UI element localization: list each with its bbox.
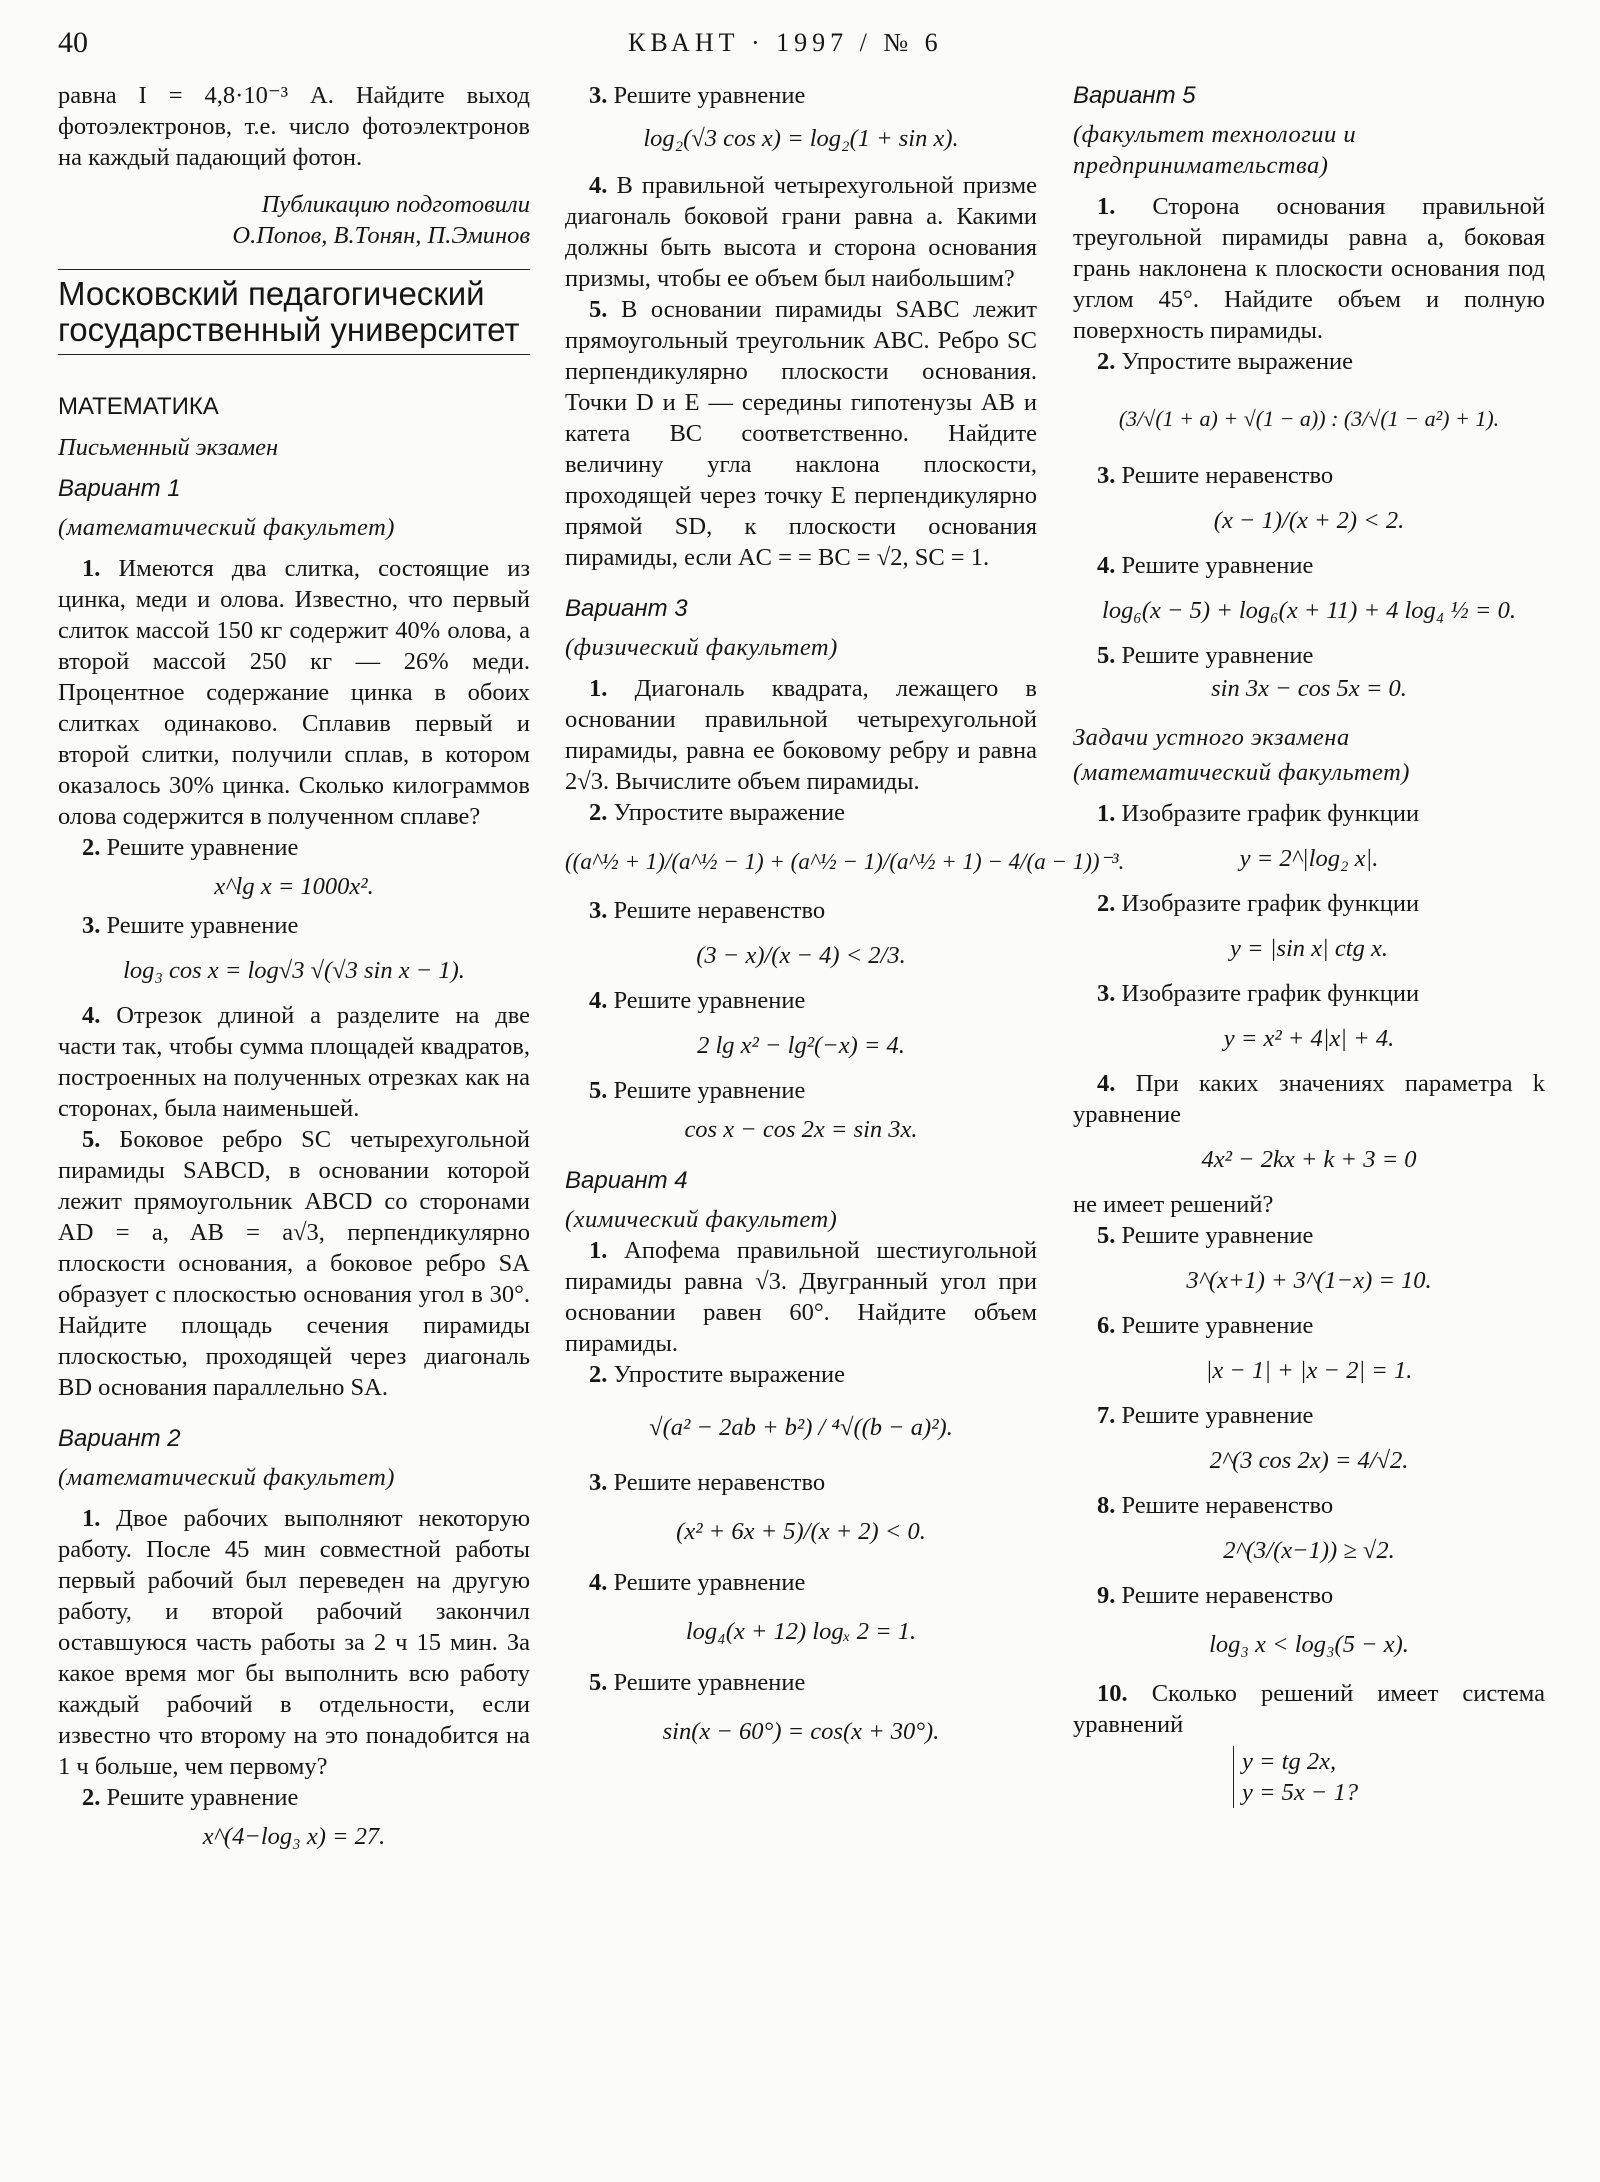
problem-number: 8. (1097, 1492, 1116, 1519)
problem (1073, 1580, 1545, 1611)
problem-text: В основании пирамиды SABC лежит прямоугольный треугольник ABC. Ребро SC перпендикулярно плоскости основания. Точки D и E — середины гипотенузы AB и катета BC соответственно. Найдите величину угла наклона плоскости, проходящей через точку E перпендикулярно прямой SD, к плоскости основания пирамиды, если AC = = BC = √2, SC = 1. (565, 296, 1037, 571)
problem-text: Сторона основания правильной треугольной пирамиды равна a, боковая грань наклонена к плоскости основания под углом 45°. Найдите объем и полную поверхность пирамиды. (1073, 193, 1545, 344)
problem (58, 832, 530, 863)
problem-number: 1. (1097, 800, 1116, 827)
problem-number: 2. (82, 1784, 101, 1811)
problem-number: 4. (1097, 552, 1116, 579)
problem-number: 2. (589, 799, 608, 826)
variant-title: Вариант 5 (1073, 82, 1196, 109)
problem-text: Решите уравнение (106, 912, 299, 939)
formula: x^(4−log₃ x) = 27. (202, 1823, 386, 1850)
problem-number: 3. (589, 82, 608, 109)
problem-text: Изобразите график функции (1121, 800, 1420, 827)
problem-text: Упростите выражение (1121, 348, 1354, 375)
faculty-label: (физический факультет) (565, 634, 838, 661)
problem-number: 7. (1097, 1402, 1116, 1429)
problem-text: Диагональ квадрата, лежащего в основании правильной четырехугольной пирамиды, равна ее боковому ребру и равна 2√3. Вычислите объем пирамиды. (565, 675, 1037, 795)
problem-text: В правильной четырехугольной призме диагональ боковой грани равна a. Какими должны быть высота и сторона основания призмы, чтобы ее объем был наибольшим? (565, 172, 1038, 292)
formula: log₂(√3 cos x) = log₂(1 + sin x). (643, 125, 959, 152)
intro-text: равна I = 4,8·10⁻³ А. Найдите выход фотоэлектронов, т.е. число фотоэлектронов на каждый падающий фотон. (58, 82, 530, 171)
problem (1073, 1068, 1545, 1130)
problem (1073, 798, 1545, 829)
problem-text: Отрезок длиной a разделите на две части так, чтобы сумма площадей квадратов, построенных на полученных отрезках как на сторонах, была наименьшей. (58, 1002, 531, 1122)
problem-text: Решите неравенство (1121, 462, 1334, 489)
formula: |x − 1| + |x − 2| = 1. (1205, 1357, 1413, 1384)
problem-text: Боковое ребро SC четырехугольной пирамиды SABCD, в основании которой лежит прямоугольник ABCD со сторонами AD = a, AB = a√3, перпендикулярно плоскости основания, а боковое ребро SA образует с плоскостью основания угол в 30°. Найдите площадь сечения пирамиды плоскостью, проходящей через диагональ BD основания параллельно SA. (58, 1126, 531, 1401)
problem-number: 5. (589, 296, 608, 323)
formula: y = x² + 4|x| + 4. (1223, 1025, 1395, 1052)
problem (565, 1667, 1037, 1698)
formula: (3 − x)/(x − 4) < 2/3. (696, 942, 906, 969)
problem-text: Изобразите график функции (1121, 890, 1420, 917)
problem (58, 1782, 530, 1813)
problem-text: Сколько решений имеет система уравнений (1073, 1680, 1546, 1738)
formula: ((a^½ + 1)/(a^½ − 1) + (a^½ − 1)/(a^½ + 1) − 4/(a − 1))⁻³. (565, 849, 1125, 874)
variant-title: Вариант 3 (565, 595, 688, 622)
faculty-label: (химический факультет) (565, 1206, 838, 1233)
problem-text: Решите уравнение (613, 987, 806, 1014)
problem (565, 170, 1037, 294)
problem-number: 1. (82, 555, 101, 582)
faculty-label: (математический факультет) (1073, 759, 1410, 786)
problem (565, 1075, 1037, 1106)
problem (58, 1000, 530, 1124)
problem-text: Решите неравенство (1121, 1582, 1334, 1609)
problem (565, 1235, 1037, 1359)
problem (565, 673, 1037, 797)
problem (1073, 1220, 1545, 1251)
formula: log₄(x + 12) logₓ 2 = 1. (685, 1618, 917, 1645)
problem-number: 2. (82, 834, 101, 861)
page-header (58, 26, 1548, 66)
problem-text: Решите уравнение (613, 1569, 806, 1596)
problem (565, 1359, 1037, 1390)
problem (58, 910, 530, 941)
credit-line-2: О.Попов, В.Тонян, П.Эминов (232, 222, 530, 249)
system-of-equations (1233, 1746, 1545, 1808)
problem-number: 5. (589, 1669, 608, 1696)
page-number: 40 (58, 26, 88, 59)
subject-heading: МАТЕМАТИКА (58, 393, 219, 420)
problem (1073, 550, 1545, 581)
formula: 2^(3 cos 2x) = 4/√2. (1209, 1447, 1409, 1474)
problem (1073, 1310, 1545, 1341)
problem-number: 2. (589, 1361, 608, 1388)
column-3 (1073, 80, 1545, 1808)
column-1 (58, 80, 530, 1860)
problem-number: 5. (82, 1126, 101, 1153)
problem (1073, 1400, 1545, 1431)
problem-number: 6. (1097, 1312, 1116, 1339)
exam-type: Письменный экзамен (58, 434, 279, 461)
problem-text: Упростите выражение (613, 1361, 846, 1388)
problem-number: 3. (589, 897, 608, 924)
problem-text: Решите уравнение (1121, 1222, 1314, 1249)
problem (1073, 1678, 1545, 1740)
problem-number: 1. (82, 1505, 101, 1532)
problem-number: 1. (589, 1237, 608, 1264)
formula: log₃ x < log₃(5 − x). (1209, 1631, 1409, 1658)
problem-number: 5. (589, 1077, 608, 1104)
formula: y = tg 2x, (1242, 1748, 1337, 1775)
problem-text: Решите неравенство (613, 1469, 826, 1496)
problem-number: 4. (589, 1569, 608, 1596)
formula: x^lg x = 1000x². (214, 873, 374, 900)
problem (1073, 978, 1545, 1009)
divider (58, 354, 530, 355)
running-title: КВАНТ · 1997 / № 6 (628, 28, 943, 57)
problem-text: Решите неравенство (1121, 1492, 1334, 1519)
problem-number: 9. (1097, 1582, 1116, 1609)
problem (58, 553, 530, 832)
problem-number: 3. (1097, 462, 1116, 489)
problem (565, 895, 1037, 926)
formula: 4x² − 2kx + k + 3 = 0 (1201, 1146, 1417, 1173)
problem-number: 4. (82, 1002, 101, 1029)
formula: √(a² − 2ab + b²) / ⁴√((b − a)²). (649, 1414, 953, 1441)
problem-text: При каких значениях параметра k уравнение (1073, 1070, 1545, 1128)
problem (58, 1124, 530, 1403)
problem (565, 985, 1037, 1016)
problem-text: Решите уравнение (1121, 642, 1314, 669)
problem-number: 4. (1097, 1070, 1116, 1097)
problem (565, 797, 1037, 828)
faculty-label: (математический факультет) (58, 1464, 395, 1491)
formula: 3^(x+1) + 3^(1−x) = 10. (1186, 1267, 1432, 1294)
problem-text: не имеет решений? (1073, 1191, 1274, 1218)
formula: y = 2^|log₂ x|. (1239, 845, 1379, 872)
faculty-label: (факультет технологии и предпринимательства) (1073, 121, 1357, 179)
problem-number: 1. (589, 675, 608, 702)
problem (58, 1503, 530, 1782)
formula: 2 lg x² − lg²(−x) = 4. (697, 1032, 905, 1059)
problem-text: Решите уравнение (613, 1669, 806, 1696)
variant-title: Вариант 1 (58, 475, 181, 502)
divider (58, 269, 530, 270)
problem-number: 2. (1097, 348, 1116, 375)
problem-number: 3. (589, 1469, 608, 1496)
problem-text: Решите уравнение (1121, 552, 1314, 579)
problem (565, 1467, 1037, 1498)
problem-number: 3. (1097, 980, 1116, 1007)
problem-text: Упростите выражение (613, 799, 846, 826)
problem-number: 4. (589, 172, 608, 199)
formula: cos x − cos 2x = sin 3x. (684, 1116, 918, 1143)
problem-number: 5. (1097, 642, 1116, 669)
problem (1073, 1490, 1545, 1521)
formula: (x² + 6x + 5)/(x + 2) < 0. (676, 1518, 926, 1545)
problem (565, 294, 1037, 573)
credit-line-1: Публикацию подготовили (261, 191, 530, 218)
problem-text: Решите уравнение (613, 1077, 806, 1104)
formula: 2^(3/(x−1)) ≥ √2. (1223, 1537, 1395, 1564)
formula: (3/√(1 + a) + √(1 − a)) : (3/√(1 − a²) + 1). (1118, 406, 1500, 431)
problem-number: 3. (82, 912, 101, 939)
problem-text: Решите уравнение (1121, 1402, 1314, 1429)
formula: y = 5x − 1? (1242, 1779, 1359, 1806)
formula: sin(x − 60°) = cos(x + 30°). (662, 1718, 940, 1745)
problem-number: 4. (589, 987, 608, 1014)
problem (1073, 888, 1545, 919)
problem (1073, 346, 1545, 377)
problem-text: Решите уравнение (106, 834, 299, 861)
problem-text: Решите уравнение (613, 82, 806, 109)
variant-title: Вариант 4 (565, 1167, 688, 1194)
problem-text: Имеются два слитка, состоящие из цинка, меди и олова. Известно, что первый слиток массой 150 кг содержит 40% олова, а второй массой 250 кг — 26% меди. Процентное содержание цинка в обоих слитках одинаково. Сплавив первый и второй слитки, получили сплав, в котором оказалось 30% цинка. Сколько килограммов олова содержится в полученном сплаве? (58, 555, 530, 830)
problem (1073, 640, 1545, 671)
formula: log₃ cos x = log√3 √(√3 sin x − 1). (123, 957, 465, 984)
problem-number: 10. (1097, 1680, 1128, 1707)
problem-text: Апофема правильной шестиугольной пирамиды равна √3. Двугранный угол при основании равен 60°. Найдите объем пирамиды. (565, 1237, 1037, 1357)
oral-exam-title: Задачи устного экзамена (1073, 724, 1350, 751)
formula: log₆(x − 5) + log₆(x + 11) + 4 log₄ ½ = 0. (1102, 597, 1516, 624)
formula: sin 3x − cos 5x = 0. (1211, 675, 1407, 702)
variant-title: Вариант 2 (58, 1425, 181, 1452)
problem-text: Изобразите график функции (1121, 980, 1420, 1007)
problem (565, 80, 1037, 111)
problem (1073, 460, 1545, 491)
problem-number: 5. (1097, 1222, 1116, 1249)
problem-text: Решите уравнение (106, 1784, 299, 1811)
university-title: Московский педагогический государственный университет (58, 275, 520, 348)
problem-text: Решите уравнение (1121, 1312, 1314, 1339)
problem (565, 1567, 1037, 1598)
problem-text: Решите неравенство (613, 897, 826, 924)
problem (1073, 191, 1545, 346)
formula: y = |sin x| ctg x. (1230, 935, 1388, 962)
faculty-label: (математический факультет) (58, 514, 395, 541)
problem-number: 2. (1097, 890, 1116, 917)
problem-number: 1. (1097, 193, 1116, 220)
formula: (x − 1)/(x + 2) < 2. (1213, 507, 1405, 534)
problem-text: Двое рабочих выполняют некоторую работу. После 45 мин совместной работы первый рабочий был переведен на другую работу, и второй рабочий закончил оставшуюся часть работы за 2 ч 15 мин. За какое время мог бы выполнить всю работу каждый рабочий в отдельности, если известно что второму на это понадобится на 1 ч больше, чем первому? (58, 1505, 530, 1780)
